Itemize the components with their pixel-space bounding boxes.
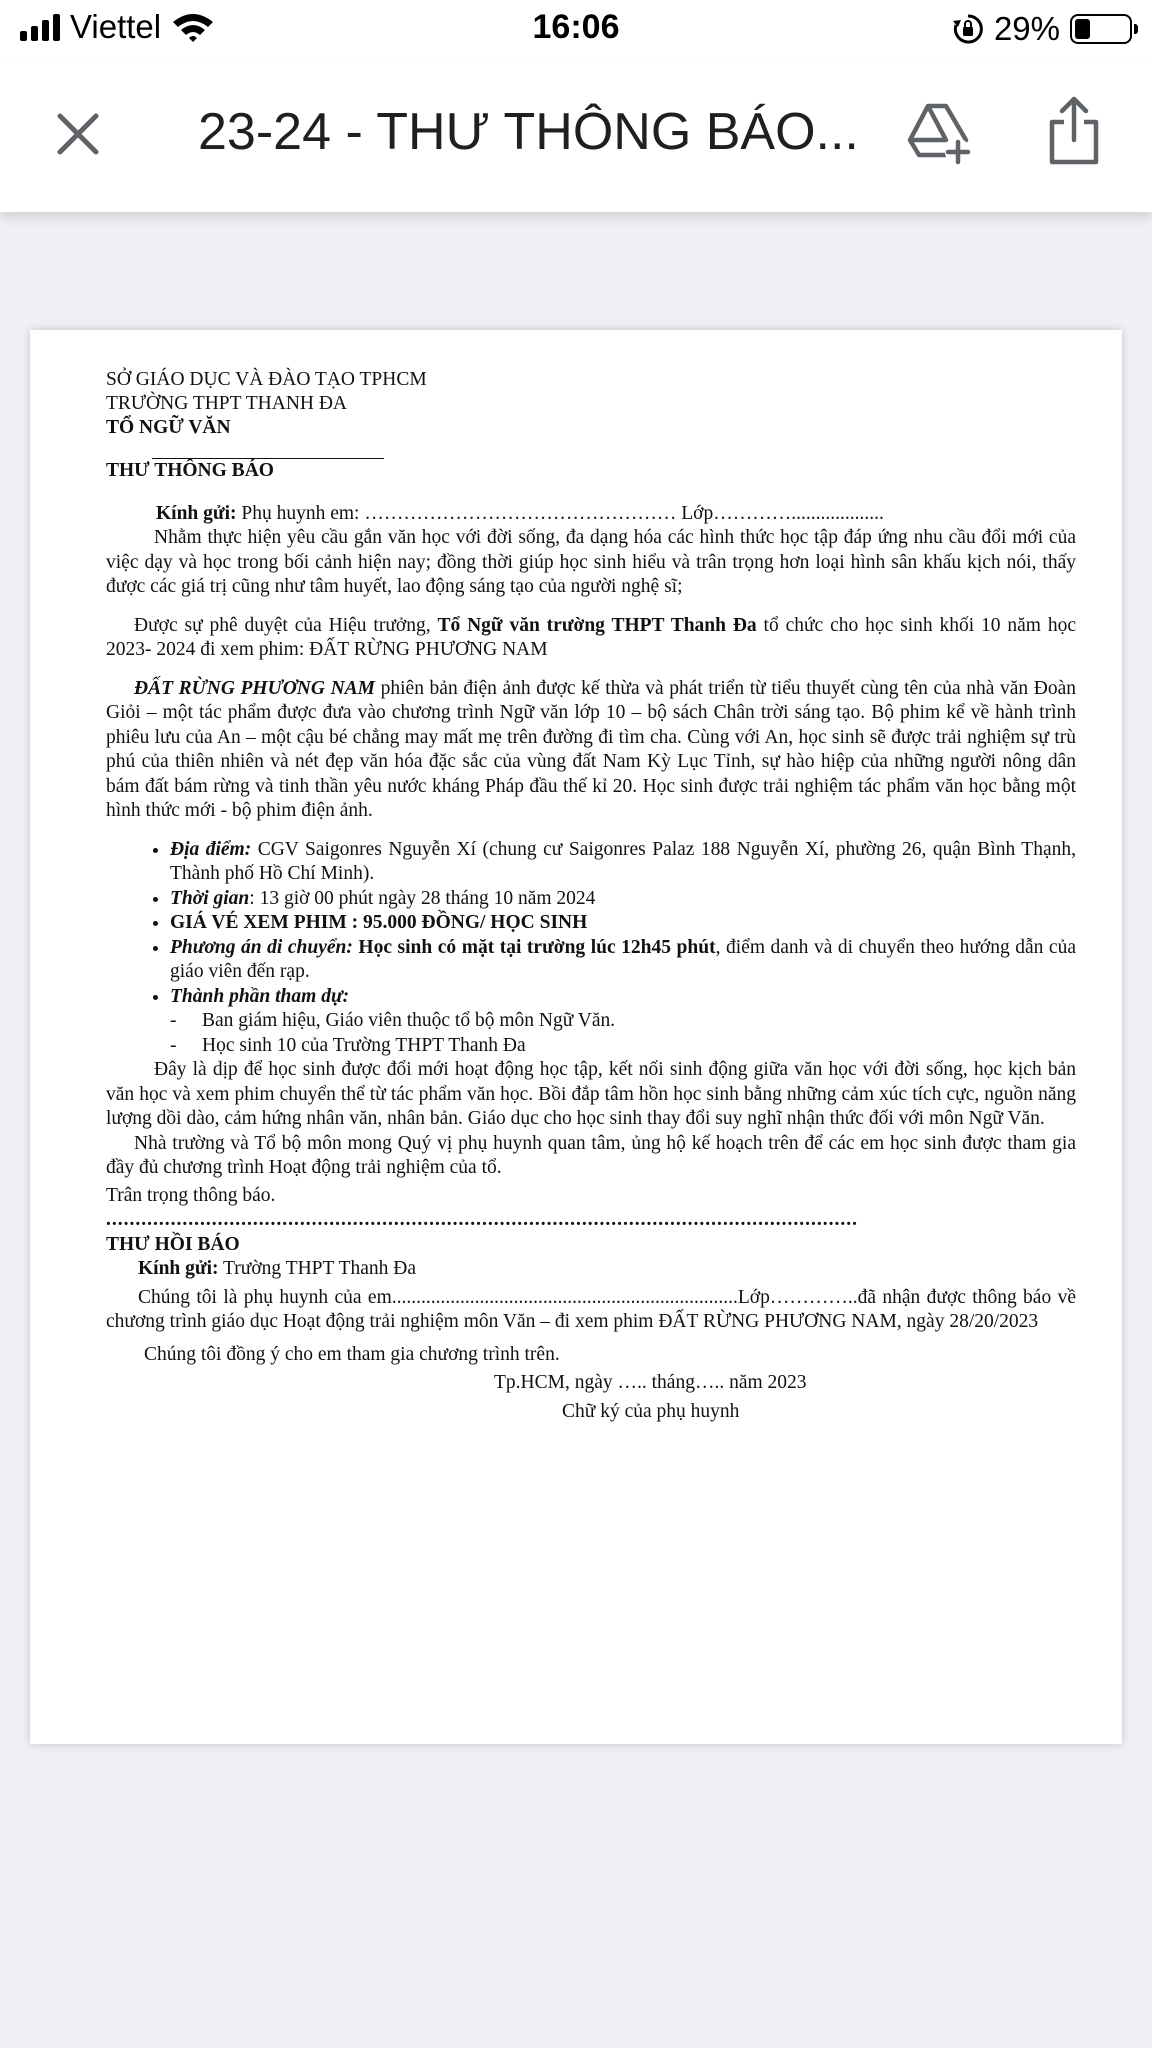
- reply-greeting-label: Kính gửi:: [138, 1258, 219, 1279]
- add-to-drive-icon[interactable]: [906, 100, 972, 166]
- location-label: Địa điểm:: [170, 838, 252, 860]
- header-department: SỞ GIÁO DỤC VÀ ĐÀO TẠO TPHCM: [106, 369, 427, 390]
- greeting-label: Kính gửi:: [156, 502, 237, 524]
- paragraph-2-text-a: Được sự phê duyệt của Hiệu trưởng,: [134, 614, 438, 636]
- time-label: Thời gian: [170, 887, 250, 909]
- reply-title: THƯ HỒI BÁO: [106, 1233, 240, 1255]
- reply-greeting-text: Trường THPT Thanh Đa: [218, 1258, 417, 1279]
- price-text: GIÁ VÉ XEM PHIM : 95.000 ĐỒNG/ HỌC SINH: [170, 912, 588, 933]
- status-right: [952, 10, 1132, 48]
- reply-paragraph-2: Chúng tôi đồng ý cho em tham gia chương trình trên.: [144, 1343, 560, 1365]
- participant-2: [106, 1034, 1076, 1059]
- clock: 16:06: [532, 8, 620, 46]
- transport-label: Phương án di chuyển:: [170, 936, 353, 958]
- paragraph-2: [106, 614, 1076, 663]
- document-title: 23-24 - THƯ THÔNG BÁO...: [198, 103, 859, 161]
- status-bar: [0, 0, 1152, 62]
- list-item-time: [170, 887, 1076, 912]
- carrier-name: Viettel: [70, 8, 162, 45]
- paragraph-4: Đây là dịp để học sinh được đổi mới hoạt động học tập, kết nối sinh động giữa văn học với đời sống, học kịch bản văn học và xem phim chuyển thể từ tác phẩm văn học. Bồi đắp tâm hồn học sinh bằng những cảm xúc tích cực, nguồn năng lượng dồi dào, cảm hứng nhân văn, nhân bản. Giáo dục cho học sinh thay đổi suy nghĩ nhận thức đối với môn Ngữ Văn.: [106, 1059, 1076, 1129]
- document-page[interactable]: [30, 330, 1122, 1744]
- list-item-participants: [170, 985, 1076, 1010]
- time-text: : 13 giờ 00 phút ngày 28 tháng 10 năm 2024: [249, 887, 596, 909]
- details-list: [106, 838, 1076, 1010]
- participants-label: Thành phần tham dự:: [170, 985, 350, 1007]
- signature-line: Chữ ký của phụ huynh: [562, 1400, 740, 1422]
- separator-line: ................................................................................................................................: [106, 1209, 858, 1230]
- participant-1-text: Ban giám hiệu, Giáo viên thuộc tổ bộ môn Ngữ Văn.: [202, 1010, 616, 1031]
- paragraph-3: [106, 677, 1076, 824]
- header-school: TRƯỜNG THPT THANH ĐA: [106, 393, 348, 414]
- paragraph-2-bold: Tổ Ngữ văn trường THPT Thanh Đa: [437, 614, 757, 636]
- list-item-location: [170, 838, 1076, 887]
- film-title: ĐẤT RỪNG PHƯƠNG NAM: [134, 677, 375, 699]
- participant-2-text: Học sinh 10 của Trường THPT Thanh Đa: [202, 1034, 526, 1056]
- reply-paragraph-1: Chúng tôi là phụ huynh của em.......................................................................Lớp…………..đã nhận được thông báo về chương trình giáo dục Hoạt động trải nghiệm môn Văn – đi xem phim ĐẤT RỪNG PHƯƠNG NAM, ngày 28/20/2023: [106, 1286, 1076, 1332]
- date-line: Tp.HCM, ngày ….. tháng….. năm 2023: [494, 1372, 807, 1393]
- paragraph-3-text: phiên bản điện ảnh được kế thừa và phát triển từ tiểu thuyết cùng tên của nhà văn Đoàn Giỏi – một tác phẩm được đưa vào chương trình Ngữ văn lớp 10 – bộ sách Chân trời sáng tạo. Bộ phim kể về hành trình phiêu lưu của An – một cậu bé chẳng may mất mẹ trên đường đi tìm cha. Cùng với An, học sinh sẽ được trải nghiệm sự trù phú của thiên nhiên và nét đẹp văn hóa đặc sắc của vùng đất Nam Kỳ Lục Tỉnh, sự hào hiệp của những người nông dân bám đất bám rừng và tinh thần yêu nước kháng Pháp đầu thế kỉ 20. Học sinh được trải nghiệm tác phẩm văn học bằng một hình thức mới - bộ phim điện ảnh.: [106, 677, 1076, 821]
- battery-nub: [1134, 24, 1138, 34]
- location-text: CGV Saigonres Nguyễn Xí (chung cư Saigonres Palaz 188 Nguyễn Xí, phường 26, quận Bình Thạnh, Thành phố Hồ Chí Minh).: [170, 838, 1077, 884]
- list-item-price: [170, 911, 1076, 936]
- list-item-transport: [170, 936, 1076, 985]
- notice-title: THƯ THÔNG BÁO: [106, 460, 274, 481]
- reply-greeting: [106, 1257, 1076, 1282]
- closing-line: Trân trọng thông báo.: [106, 1184, 276, 1206]
- paragraph-5: Nhà trường và Tổ bộ môn mong Quý vị phụ huynh quan tâm, ủng hộ kế hoạch trên để các em học sinh được tham gia đầy đủ chương trình Hoạt động trải nghiệm của tổ.: [106, 1132, 1076, 1178]
- paragraph-2-text-b: tổ chức cho học sinh khối 10 năm học 2023- 2024 đi xem phim: ĐẤT RỪNG PHƯƠNG NAM: [106, 614, 1076, 660]
- orientation-lock-icon: [952, 13, 984, 45]
- header-group: TỔ NGỮ VĂN: [106, 417, 231, 438]
- close-icon[interactable]: [52, 108, 104, 160]
- document-body: [106, 368, 1076, 1424]
- participant-1: [106, 1009, 1076, 1034]
- transport-bold: Học sinh có mặt tại trường lúc 12h45 phút: [352, 936, 716, 958]
- share-icon[interactable]: [1046, 96, 1102, 166]
- greeting-text: Phụ huynh em: ………………………………………… Lớp…………...................: [236, 502, 884, 524]
- battery-level: [1075, 19, 1090, 39]
- viewer-toolbar: [0, 62, 1152, 212]
- paragraph-1: Nhằm thực hiện yêu cầu gắn văn học với đời sống, đa dạng hóa các hình thức học tập đáp ứng nhu cầu đổi mới của việc dạy và học trong bối cảnh hiện nay; đồng thời giúp học sinh hiểu và trân trọng hơn loại hình sân khấu kịch nói, thấy được các giá trị cũng như tâm huyết, lao động sáng tạo của người nghệ sĩ;: [106, 527, 1076, 597]
- greeting: [106, 502, 1076, 527]
- transport-text: , điểm danh và di chuyển theo hướng dẫn của giáo viên đến rạp.: [170, 936, 1076, 982]
- battery-percent: 29%: [993, 10, 1060, 47]
- battery-icon: [1070, 14, 1132, 44]
